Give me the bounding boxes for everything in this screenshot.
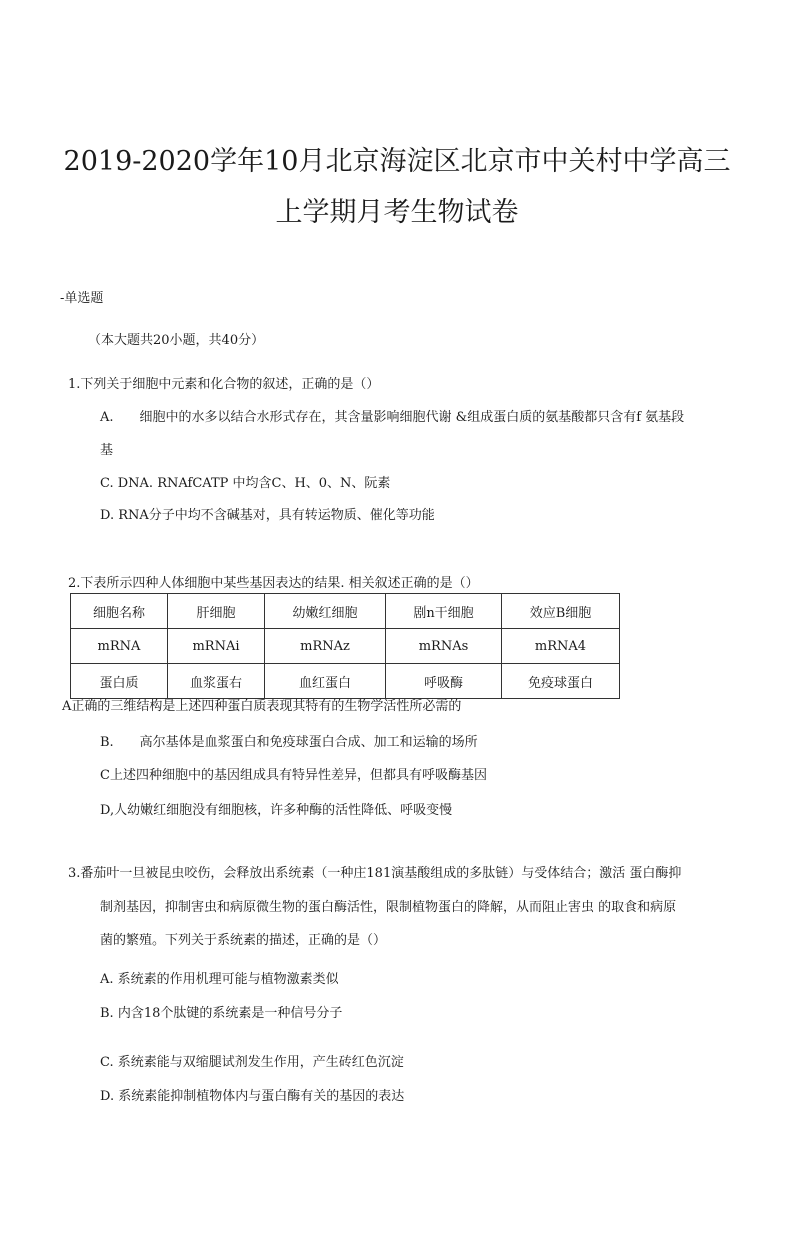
table-cell: 呼吸酶	[386, 664, 502, 699]
table-cell: mRNAi	[168, 629, 265, 664]
table-cell: 效应B细胞	[502, 594, 620, 629]
table-cell: 免疫球蛋白	[502, 664, 620, 699]
q2-stem: 2.下表所示四种人体细胞中某些基因表达的结果. 相关叙述正确的是（）	[68, 576, 479, 591]
q2-option-d: D,人幼嫩红细胞没有细胞核，许多种酶的活性降低、呼吸变慢	[100, 803, 453, 818]
q1-option-d: D. RNA分子中均不含碱基对，具有转运物质、催化等功能	[100, 508, 435, 523]
q2-option-c: C上述四种细胞中的基因组成具有特异性差异，但都具有呼吸酶基因	[100, 768, 487, 783]
table-cell: 剧n干细胞	[386, 594, 502, 629]
table-row	[71, 594, 620, 629]
table-cell: mRNAs	[386, 629, 502, 664]
q3-stem-line-2: 制剂基因，抑制害虫和病原微生物的蛋白酶活性，限制植物蛋白的降解，从而阻止害虫 的取食和病原	[100, 900, 677, 915]
q1-option-c: C. DNA. RNAfCATP 中均含C、H、0、N、阮素	[100, 476, 391, 491]
q3-stem-line-1: 3.番茄叶一旦被昆虫咬伤，会释放出系统素（一种庄181演基酸组成的多肽链）与受体结合；激活 蛋白酶抑	[68, 866, 682, 881]
table-cell: 血浆蛋右	[168, 664, 265, 699]
q2-option-b: B. 高尔基体是血浆蛋白和免疫球蛋白合成、加工和运输的场所	[100, 735, 478, 750]
exam-title-line-1: 2019-2020学年10月北京海淀区北京市中关村中学高三	[63, 146, 731, 177]
q3-option-d: D. 系统素能抑制植物体内与蛋白酶有关的基因的表达	[100, 1089, 405, 1104]
q1-option-a-line-2: 基	[100, 443, 114, 458]
gene-expression-table	[70, 593, 620, 699]
table-cell: 细胞名称	[71, 594, 168, 629]
q3-stem-line-3: 菌的繁殖。下列关于系统素的描述，正确的是（）	[100, 933, 387, 948]
table-cell: mRNAz	[265, 629, 386, 664]
q1-stem: 1.下列关于细胞中元素和化合物的叙述，正确的是（）	[68, 377, 380, 392]
q3-option-c: C. 系统素能与双缩腿试剂发生作用，产生砖红色沉淀	[100, 1055, 404, 1070]
section-note: （本大题共20小题，共40分）	[88, 333, 265, 348]
table-cell: mRNA	[71, 629, 168, 664]
table-cell: 血红蛋白	[265, 664, 386, 699]
q2-option-a: A正确的三维结构是上述四种蛋白质表现其特有的生物学活性所必需的	[62, 699, 462, 714]
table-cell: mRNA4	[502, 629, 620, 664]
table-cell: 幼嫩红细胞	[265, 594, 386, 629]
exam-title-line-2: 上学期月考生物试卷	[275, 197, 519, 228]
section-heading: -单选题	[60, 291, 104, 306]
table-cell: 蛋白质	[71, 664, 168, 699]
q3-option-b: B. 内含18个肽键的系统素是一种信号分子	[100, 1006, 343, 1021]
table-row	[71, 664, 620, 699]
q3-option-a: A. 系统素的作用机理可能与植物激素类似	[100, 972, 339, 987]
table-row	[71, 629, 620, 664]
table-cell: 肝细胞	[168, 594, 265, 629]
q1-option-a-line-1: A. 细胞中的水多以结合水形式存在，其含量影响细胞代谢 &组成蛋白质的氨基酸都只含有f 氨基段	[100, 410, 685, 425]
